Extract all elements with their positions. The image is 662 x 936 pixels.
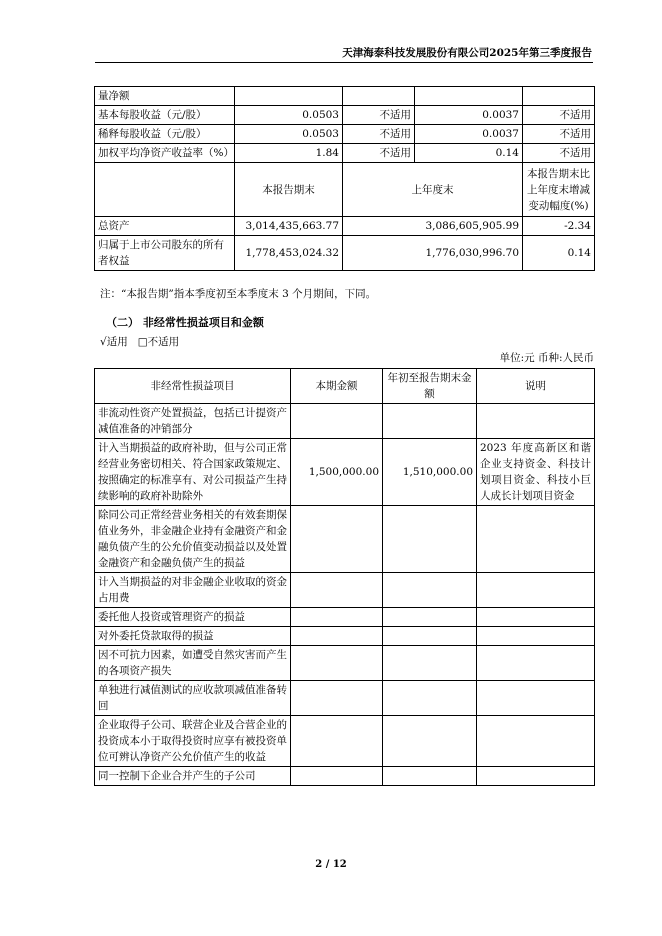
not-applicable-checkbox: □不适用 — [137, 336, 180, 348]
col-header-prior-year-end: 上年度末 — [343, 163, 523, 217]
item-cell: 单独进行减值测试的应收款项减值准备转回 — [95, 681, 291, 716]
cell — [291, 767, 383, 786]
table-row — [95, 439, 595, 506]
cell — [383, 627, 477, 646]
cell — [383, 506, 477, 573]
col-header-item: 非经常性损益项目 — [95, 369, 291, 404]
item-cell: 同一控制下企业合并产生的子公司 — [95, 767, 291, 786]
cell — [415, 87, 523, 106]
table-note: 注：“本报告期”指本季度初至本季度末 3 个月期间，下同。 — [100, 288, 377, 300]
item-cell: 委托他人投资或管理资产的损益 — [95, 608, 291, 627]
table-subheader-row — [95, 163, 595, 217]
cell — [291, 573, 383, 608]
cell — [95, 163, 235, 217]
cell: 不适用 — [523, 106, 595, 125]
cell — [477, 716, 595, 767]
cell — [477, 767, 595, 786]
cell — [383, 681, 477, 716]
row-label: 稀释每股收益（元/股） — [95, 125, 235, 144]
cell — [343, 87, 415, 106]
table-row — [95, 627, 595, 646]
col-header-current-amount: 本期金额 — [291, 369, 383, 404]
cell: 不适用 — [523, 144, 595, 163]
currency-unit-label: 单位:元 币种:人民币 — [499, 352, 594, 364]
cell: 0.14 — [415, 144, 523, 163]
header-divider — [95, 62, 593, 63]
row-label: 归属于上市公司股东的所有者权益 — [95, 236, 235, 271]
applicability-options — [100, 334, 179, 349]
cell: 2023 年度高新区和谐企业支持资金、科技计划项目资金、科技小巨人成长计划项目资金 — [477, 439, 595, 506]
table-header-row — [95, 369, 595, 404]
table-row — [95, 716, 595, 767]
table-row — [95, 404, 595, 439]
cell — [383, 716, 477, 767]
cell — [235, 87, 343, 106]
cell — [477, 404, 595, 439]
item-cell: 非流动性资产处置损益，包括已计提资产减值准备的冲销部分 — [95, 404, 291, 439]
cell — [291, 627, 383, 646]
page-number: 2 / 12 — [315, 859, 347, 870]
item-cell: 对外委托贷款取得的损益 — [95, 627, 291, 646]
non-recurring-items-table — [94, 368, 595, 786]
cell — [291, 506, 383, 573]
table-row — [95, 646, 595, 681]
cell: 不适用 — [343, 144, 415, 163]
cell — [477, 627, 595, 646]
cell: 3,086,605,905.99 — [343, 217, 523, 236]
cell — [291, 608, 383, 627]
table-row — [95, 106, 595, 125]
cell — [383, 608, 477, 627]
table-row — [95, 767, 595, 786]
cell — [523, 87, 595, 106]
cell: 0.0503 — [235, 106, 343, 125]
cell — [291, 681, 383, 716]
row-label: 总资产 — [95, 217, 235, 236]
table-row — [95, 506, 595, 573]
cell: 1,776,030,996.70 — [343, 236, 523, 271]
col-header-current-period-end: 本报告期末 — [235, 163, 343, 217]
cell — [477, 681, 595, 716]
cell — [383, 573, 477, 608]
cell — [477, 646, 595, 681]
table-row — [95, 87, 595, 106]
cell: 1.84 — [235, 144, 343, 163]
section-title: （二） 非经常性损益项目和金额 — [106, 316, 264, 329]
table-row — [95, 573, 595, 608]
cell: 0.0503 — [235, 125, 343, 144]
col-header-description: 说明 — [477, 369, 595, 404]
table-row — [95, 125, 595, 144]
row-label: 量净额 — [95, 87, 235, 106]
item-cell: 计入当期损益的对非金融企业收取的资金占用费 — [95, 573, 291, 608]
cell: 0.0037 — [415, 106, 523, 125]
row-label: 加权平均净资产收益率（%） — [95, 144, 235, 163]
cell: 0.14 — [523, 236, 595, 271]
cell — [291, 716, 383, 767]
table-row — [95, 217, 595, 236]
cell — [477, 573, 595, 608]
cell: -2.34 — [523, 217, 595, 236]
cell: 不适用 — [343, 125, 415, 144]
cell — [383, 404, 477, 439]
table-row — [95, 681, 595, 716]
col-header-change-rate: 本报告期末比上年度末增减变动幅度(%) — [523, 163, 595, 217]
cell: 0.0037 — [415, 125, 523, 144]
financial-indicators-table — [94, 86, 595, 271]
item-cell: 企业取得子公司、联营企业及合营企业的投资成本小于取得投资时应享有被投资单位可辨认净资产公允价值产生的收益 — [95, 716, 291, 767]
table-row — [95, 236, 595, 271]
cell: 1,778,453,024.32 — [235, 236, 343, 271]
row-label: 基本每股收益（元/股） — [95, 106, 235, 125]
applicable-checkbox-checked: √适用 — [100, 336, 128, 348]
cell — [477, 506, 595, 573]
cell — [291, 646, 383, 681]
cell: 1,510,000.00 — [383, 439, 477, 506]
cell: 1,500,000.00 — [291, 439, 383, 506]
item-cell: 计入当期损益的政府补助，但与公司正常经营业务密切相关、符合国家政策规定、按照确定的标准享有、对公司损益产生持续影响的政府补助除外 — [95, 439, 291, 506]
page-header-title: 天津海泰科技发展股份有限公司2025年第三季度报告 — [342, 47, 592, 59]
item-cell: 除同公司正常经营业务相关的有效套期保值业务外，非金融企业持有金融资产和金融负债产生的公允价值变动损益以及处置金融资产和金融负债产生的损益 — [95, 506, 291, 573]
cell — [291, 404, 383, 439]
table-row — [95, 608, 595, 627]
item-cell: 因不可抗力因素，如遭受自然灾害而产生的各项资产损失 — [95, 646, 291, 681]
col-header-ytd-amount: 年初至报告期末金额 — [383, 369, 477, 404]
cell — [383, 767, 477, 786]
cell: 不适用 — [343, 106, 415, 125]
cell — [477, 608, 595, 627]
table-row — [95, 144, 595, 163]
cell — [383, 646, 477, 681]
cell: 不适用 — [523, 125, 595, 144]
cell: 3,014,435,663.77 — [235, 217, 343, 236]
